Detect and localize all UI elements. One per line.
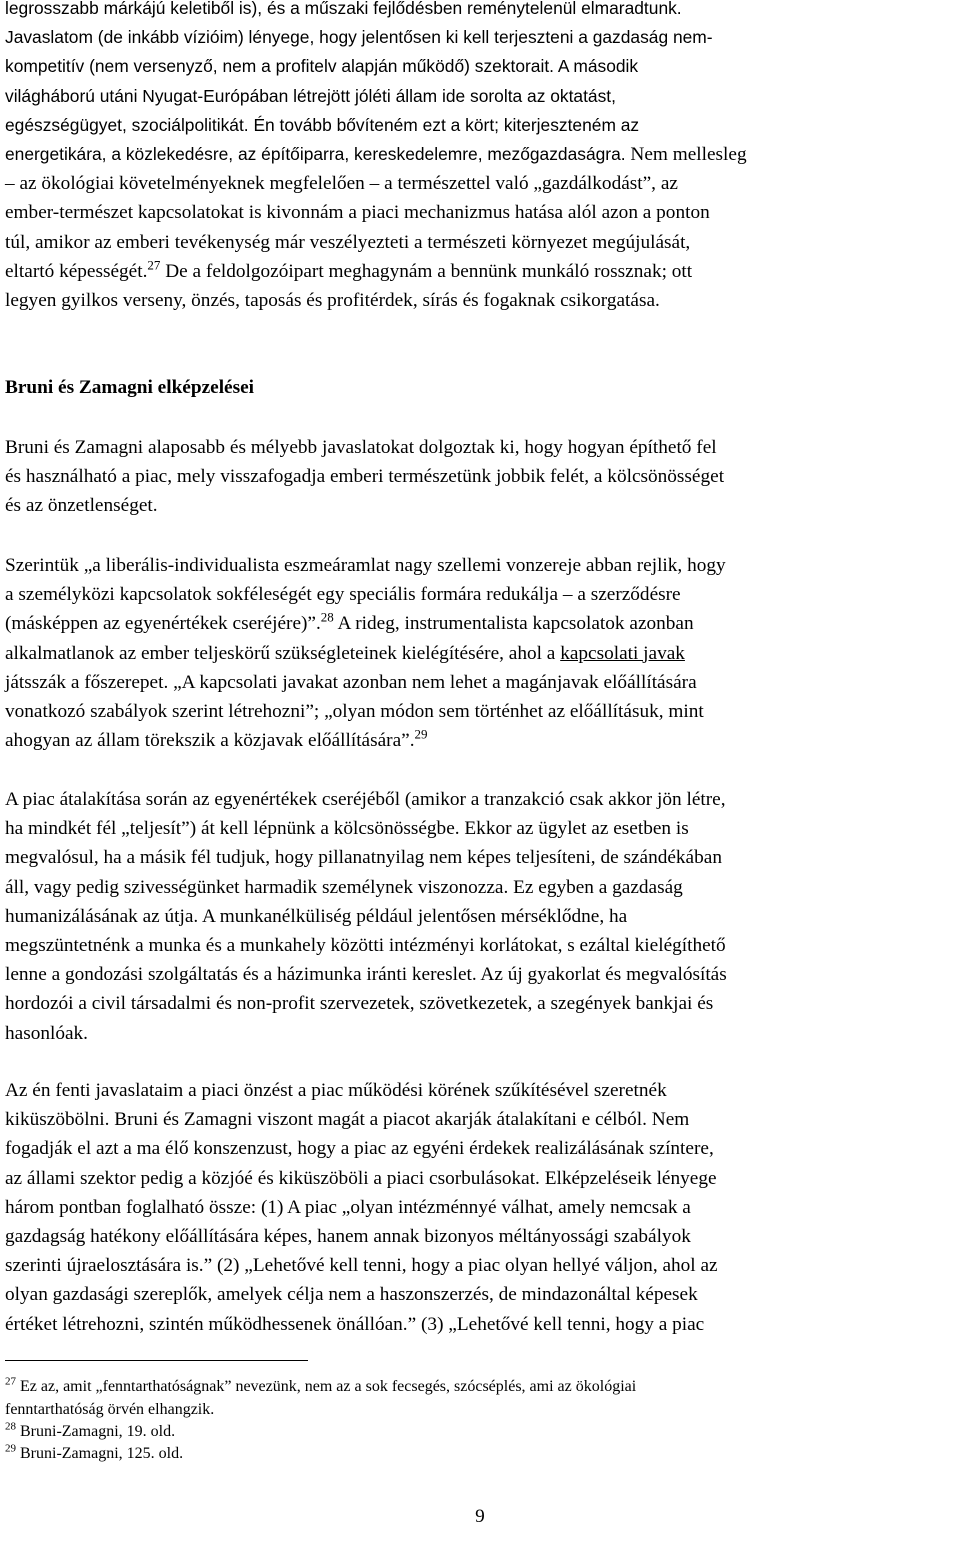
text-line: szerinti újraelosztására is.” (2) „Lehetővé kell tenni, hogy a piac olyan hellyé váljon, ahol az (5, 1255, 718, 1277)
text-line: kompetitív (nem versenyző, nem a profitelv alapján működő) szektorait. A második (5, 56, 639, 77)
text-line: ahogyan az állam törekszik a közjavak előállítására”.$^{29}$ (5, 726, 428, 752)
footnote-29: $^{29}$ Bruni-Zamagni, 125. old. (5, 1442, 184, 1462)
text-line: a személyközi kapcsolatok sokféleségét egy speciális formára redukálja – a szerződésre (5, 584, 681, 606)
paragraph (5, 785, 955, 1048)
paragraph (5, 551, 955, 755)
text-line: az állami szektor pedig a közjóé és kiküszöböli a piaci csorbulásokat. Elképzeléseik lényege (5, 1167, 717, 1189)
text-line: (másképpen az egyenértékek cseréjére)”.$^{28}$ A rideg, instrumentalista kapcsolatok azonban (5, 609, 694, 635)
text-line: fogadják el azt a ma élő konszenzust, hogy a piac az egyéni érdekek realizálásának színtere, (5, 1138, 714, 1160)
kapcsolati-javak-link[interactable]: kapcsolati javak (560, 642, 685, 664)
text-line: ha mindkét fél „teljesít”) át kell lépnünk a kölcsönösségbe. Ekkor az ügylet az esetben is (5, 818, 689, 840)
text-line: ember-természet kapcsolatokat is kivonnám a piaci mechanizmus hatása alól azon a ponton (5, 202, 710, 224)
paragraph (5, 433, 955, 521)
text-line: energetikára, a közlekedésre, az építőiparra, kereskedelemre, mezőgazdaságra. Nem mellesleg (5, 144, 747, 166)
text-line: olyan gazdasági szereplők, amelyek célja nem a haszonszerzés, de mindazonáltal képesek (5, 1284, 698, 1306)
text-line: Javaslatom (de inkább vízióim) lényege, hogy jelentősen ki kell terjeszteni a gazdaság nem- (5, 27, 713, 48)
text-line: vonatkozó szabályok szerint létrehozni”; „olyan módon sem történhet az előállításuk, mint (5, 701, 704, 723)
text-line: egészségügyet, szociálpolitikát. Én tovább bővíteném ezt a kört; kiterjeszteném az (5, 114, 640, 135)
text-line: Szerintük „a liberális-individualista eszmeáramlat nagy szellemi vonzereje abban rejlik, hogy (5, 555, 726, 576)
text-line: kiküszöbölni. Bruni és Zamagni viszont magát a piacot akarják átalakítani e célból. Nem (5, 1109, 690, 1131)
text-line: túl, amikor az emberi tevékenység már veszélyezteti a természeti környezet megújulását, (5, 231, 691, 253)
page-number: 9 (475, 1506, 485, 1527)
text-line: és használható a piac, mely visszafogadja emberi természetünk jobbik felét, a kölcsönösséget (5, 466, 725, 488)
section-heading: Bruni és Zamagni elképzelései (5, 377, 255, 398)
text-line: Bruni és Zamagni alaposabb és mélyebb javaslatokat dolgoztak ki, hogy hogyan építhető fel (5, 437, 717, 458)
text-line: Az én fenti javaslataim a piaci önzést a piac működési körének szűkítésével szeretnék (5, 1080, 667, 1101)
text-line: játsszák a főszerepet. „A kapcsolati javakat azonban nem lehet a magánjavak előállítására (5, 671, 697, 693)
text-line: három pontban foglalható össze: (1) A piac „olyan intézménnyé válhat, amely nemcsak a (5, 1196, 691, 1218)
text-line: legrosszabb márkájú keletiből is), és a műszaki fejlődésben reménytelenül elmaradtunk. (5, 0, 682, 18)
text-line: megszüntetnénk a munka és a munkahely közötti intézményi korlátokat, s ezáltal kielégíthető (5, 935, 726, 957)
footnote-27: $^{27}$ Ez az, amit „fenntarthatóságnak” nevezünk, nem az a sok fecsegés, szócséplés, ami az ökológiai (5, 1375, 637, 1395)
text-line: hordozói a civil társadalmi és non-profit szervezetek, szövetkezetek, a szegények bankjai és (5, 993, 714, 1015)
text-line: hasonlóak. (5, 1022, 88, 1044)
text-line: legyen gyilkos verseny, önzés, taposás és profitérdek, sírás és fogaknak csikorgatása. (5, 290, 660, 312)
text-line: áll, vagy pedig szivességünket harmadik személynek viszonozza. Ez egyben a gazdaság (5, 876, 683, 898)
text-line: gazdagság hatékony előállítására képes, hanem annak bizonyos méltányossági szabályok (5, 1226, 691, 1248)
top-paragraph (5, 0, 955, 315)
text-line: A piac átalakítása során az egyenértékek cseréjéből (amikor a tranzakció csak akkor jön létre, (5, 789, 726, 810)
footnote-28: $^{28}$ Bruni-Zamagni, 19. old. (5, 1420, 176, 1440)
footnote-separator (5, 1360, 308, 1361)
text-line: alkalmatlanok az ember teljeskörű szükségleteinek kielégítésére, ahol a kapcsolati javak (5, 642, 685, 664)
footnote-ref[interactable]: 28 (320, 609, 334, 625)
text-line: világháború utáni Nyugat-Európában létrejött jóléti állam ide sorolta az oktatást, (5, 85, 616, 106)
footnote-ref[interactable]: 27 (147, 257, 161, 273)
footnote-ref[interactable]: 29 (414, 726, 428, 742)
footnote-27-cont: fenntarthatóság örvén elhangzik. (5, 1401, 215, 1418)
text-line: – az ökológiai követelményeknek megfelelően – a természettel való „gazdálkodást”, az (5, 173, 678, 195)
text-line: eltartó képességét.$^{27}$ De a feldolgozóipart meghagynám a bennünk munkáló rossznak; ott (5, 257, 693, 282)
text-line: lenne a gondozási szolgáltatás és a házimunka iránti kereslet. Az új gyakorlat és megvalósítás (5, 964, 727, 986)
text-line: és az önzetlenséget. (5, 495, 158, 517)
paragraph (5, 1076, 955, 1339)
text-line: megvalósul, ha a másik fél tudjuk, hogy pillanatnyilag nem képes teljesíteni, de szándékában (5, 847, 722, 869)
text-line: humanizálásának az útja. A munkanélküliség például jelentősen mérséklődne, ha (5, 905, 628, 927)
text-line: értéket létrehozni, szintén működhessenek önállóan.” (3) „Lehetővé kell tenni, hogy a piac (5, 1313, 705, 1335)
